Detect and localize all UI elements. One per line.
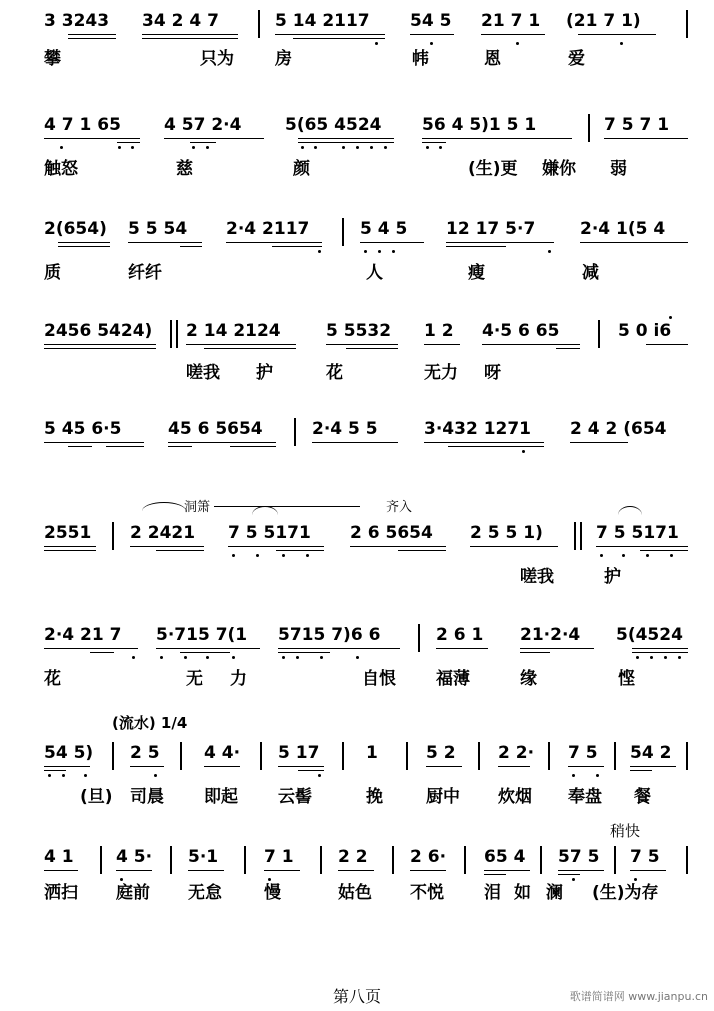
watermark: 歌谱简谱网 www.jianpu.cn <box>569 990 708 1003</box>
octave-dot <box>154 774 157 777</box>
beam <box>44 138 140 139</box>
lyric: 炊烟 <box>498 787 532 807</box>
cue-annotation: 齐入 <box>386 500 413 515</box>
beam <box>520 648 594 649</box>
beam <box>630 766 676 767</box>
octave-dot <box>636 656 639 659</box>
notation-group: 7 5 5171 <box>596 523 679 543</box>
notation-group: 2 6· <box>410 847 447 867</box>
beam <box>228 546 324 547</box>
notation-group: 5 5 54 <box>128 219 188 239</box>
beam <box>44 344 156 345</box>
lyric: 减 <box>582 263 599 283</box>
beam <box>68 38 116 39</box>
notation-group: 5(65 4524 <box>285 115 382 135</box>
lyric: 恩 <box>484 49 501 69</box>
octave-dot <box>670 554 673 557</box>
barline <box>686 846 688 874</box>
octave-dot <box>192 146 195 149</box>
beam <box>360 242 424 243</box>
octave-dot <box>596 774 599 777</box>
beam <box>426 766 462 767</box>
beam <box>90 652 114 653</box>
notation-group: 5 2 <box>426 743 456 763</box>
beam <box>278 766 324 767</box>
lyric: (生)为存 <box>592 883 659 903</box>
barline <box>294 418 296 446</box>
lyric: 慈 <box>176 159 193 179</box>
octave-dot <box>306 554 309 557</box>
beam <box>204 766 240 767</box>
notation-group: 2 2421 <box>130 523 196 543</box>
beam <box>44 870 78 871</box>
notation-group: 2·4 1(5 4 <box>580 219 666 239</box>
notation-group: 5(4524 <box>616 625 683 645</box>
beam <box>44 770 66 771</box>
beam <box>68 446 92 447</box>
beam <box>272 246 322 247</box>
octave-dot <box>522 450 525 453</box>
beam <box>106 446 144 447</box>
lyric: 攀 <box>44 49 61 69</box>
lyric: 纤纤 <box>128 263 162 283</box>
beam <box>58 242 110 243</box>
beam <box>164 138 264 139</box>
lyric: 姑色 <box>338 883 372 903</box>
barline <box>342 218 344 246</box>
notation-group: 57 5 <box>558 847 600 867</box>
beam <box>338 870 374 871</box>
barline <box>478 742 480 770</box>
octave-dot <box>232 554 235 557</box>
octave-dot <box>370 146 373 149</box>
octave-dot <box>60 146 63 149</box>
beam <box>226 242 322 243</box>
beam <box>278 648 400 649</box>
beam <box>558 874 580 875</box>
beam <box>180 652 230 653</box>
beam <box>298 770 324 771</box>
lyric: 挽 <box>366 787 383 807</box>
barline <box>342 742 344 770</box>
beam <box>264 870 300 871</box>
notation-group: 5 45 6·5 <box>44 419 122 439</box>
octave-dot <box>669 316 672 319</box>
lyric: (生)更 <box>468 159 518 179</box>
tempo-marking: 稍快 <box>610 822 641 840</box>
beam <box>44 766 90 767</box>
notation-group: 4·5 6 65 <box>482 321 560 341</box>
notation-group: 4 4· <box>204 743 241 763</box>
lyric: 只为 <box>200 49 234 69</box>
lyric: 嗟我 <box>520 567 554 587</box>
octave-dot <box>384 146 387 149</box>
lyric: 云髻 <box>278 787 312 807</box>
lyric: 触怒 <box>44 159 78 179</box>
beam <box>293 38 385 39</box>
lyric: 无 <box>186 669 203 689</box>
notation-group: 65 4 <box>484 847 526 867</box>
octave-dot <box>426 146 429 149</box>
page-number: 第八页 <box>332 987 381 1006</box>
barline <box>540 846 542 874</box>
slur <box>252 506 278 515</box>
beam <box>484 874 506 875</box>
octave-dot <box>516 42 519 45</box>
notation-group: 4 5· <box>116 847 153 867</box>
lyric: 无力 <box>424 363 458 383</box>
beam <box>640 550 688 551</box>
beam <box>410 870 446 871</box>
barline <box>464 846 466 874</box>
beam <box>446 242 554 243</box>
beam <box>326 344 398 345</box>
octave-dot <box>48 774 51 777</box>
octave-dot <box>375 42 378 45</box>
lyric: 悭 <box>618 669 635 689</box>
beam <box>424 344 460 345</box>
beam <box>578 34 656 35</box>
notation-group: 5 0 i6 <box>618 321 672 341</box>
beam <box>142 38 238 39</box>
lyric: 花 <box>44 669 61 689</box>
notation-group: 34 2 4 7 <box>142 11 219 31</box>
instrument-annotation: 洞箫 <box>184 500 211 515</box>
notation-group: 4 7 1 65 <box>44 115 121 135</box>
beam <box>190 142 216 143</box>
beam <box>580 242 688 243</box>
notation-group: 1 2 <box>424 321 454 341</box>
octave-dot <box>548 250 551 253</box>
beam <box>558 870 604 871</box>
beam <box>630 770 652 771</box>
octave-dot <box>84 774 87 777</box>
octave-dot <box>131 146 134 149</box>
beam <box>520 652 550 653</box>
barline <box>614 846 616 874</box>
octave-dot <box>318 250 321 253</box>
beam <box>44 546 96 547</box>
lyric: 帏 <box>412 49 429 69</box>
octave-dot <box>314 146 317 149</box>
beam <box>482 344 580 345</box>
lyric: 如 <box>514 883 531 903</box>
barline <box>112 742 114 770</box>
barline <box>244 846 246 874</box>
beam <box>568 766 604 767</box>
barline <box>180 742 182 770</box>
beam <box>230 446 276 447</box>
notation-group: 7 5 7 1 <box>604 115 670 135</box>
beam <box>632 648 688 649</box>
lyric: 奉盘 <box>568 787 602 807</box>
octave-dot <box>268 878 271 881</box>
beam <box>278 652 330 653</box>
octave-dot <box>678 656 681 659</box>
barline <box>392 846 394 874</box>
notation-group: 12 17 5·7 <box>446 219 536 239</box>
barline <box>100 846 102 874</box>
lyric: 护 <box>604 567 621 587</box>
beam <box>44 442 144 443</box>
lyric: 即起 <box>204 787 238 807</box>
beam <box>276 550 324 551</box>
notation-group: 2 5 5 1) <box>470 523 543 543</box>
octave-dot <box>342 146 345 149</box>
octave-dot <box>132 656 135 659</box>
barline <box>588 114 590 142</box>
lyric: 弱 <box>610 159 627 179</box>
lyric: 缘 <box>520 669 537 689</box>
beam <box>570 442 628 443</box>
octave-dot <box>364 250 367 253</box>
octave-dot <box>392 250 395 253</box>
beam <box>484 870 530 871</box>
lyric: 瘦 <box>468 263 485 283</box>
beam <box>556 348 580 349</box>
beam <box>448 446 544 447</box>
beam <box>646 344 688 345</box>
notation-group: 2 2· <box>498 743 535 763</box>
notation-group: 2 6 1 <box>436 625 484 645</box>
notation-group: 7 1 <box>264 847 294 867</box>
lyric: 泪 <box>484 883 501 903</box>
notation-group: 4 57 2·4 <box>164 115 242 135</box>
instrument-line <box>214 506 360 507</box>
beam <box>446 246 506 247</box>
notation-group: 2 14 2124 <box>186 321 281 341</box>
beam <box>58 246 110 247</box>
beam <box>604 138 688 139</box>
beam <box>410 34 454 35</box>
notation-group: 3 3243 <box>44 11 110 31</box>
barline <box>170 846 172 874</box>
octave-dot <box>622 554 625 557</box>
notation-group: 5 17 <box>278 743 320 763</box>
notation-group: 2·4 2117 <box>226 219 310 239</box>
lyric: 厨中 <box>426 787 460 807</box>
octave-dot <box>664 656 667 659</box>
barline <box>686 10 688 38</box>
octave-dot <box>572 774 575 777</box>
beam <box>142 34 238 35</box>
beam <box>44 648 138 649</box>
notation-group: 2 4 2 (654 <box>570 419 667 439</box>
beam <box>422 142 446 143</box>
beam <box>350 546 446 547</box>
lyric: 洒扫 <box>44 883 78 903</box>
lyric: 嗟我 <box>186 363 220 383</box>
beam <box>116 870 152 871</box>
octave-dot <box>318 774 321 777</box>
lyric: 庭前 <box>116 883 150 903</box>
beam <box>117 142 140 143</box>
barline <box>406 742 408 770</box>
notation-group: 5 14 2117 <box>275 11 370 31</box>
beam <box>424 442 544 443</box>
beam <box>130 766 164 767</box>
lyric: 护 <box>256 363 273 383</box>
beam <box>156 550 204 551</box>
octave-dot <box>646 554 649 557</box>
lyric: (旦) <box>80 787 113 807</box>
slur <box>618 506 642 515</box>
octave-dot <box>206 146 209 149</box>
beam <box>68 34 116 35</box>
beam <box>275 34 385 35</box>
beam <box>44 550 96 551</box>
octave-dot <box>378 250 381 253</box>
barline <box>258 10 260 38</box>
barline <box>260 742 262 770</box>
notation-group: 2(654) <box>44 219 107 239</box>
lyric: 房 <box>275 49 292 69</box>
lyric: 力 <box>230 669 247 689</box>
octave-dot <box>160 656 163 659</box>
beam <box>168 446 192 447</box>
notation-group: 1 <box>366 743 378 763</box>
notation-group: 21 7 1 <box>481 11 541 31</box>
barline <box>418 624 420 652</box>
beam <box>186 344 296 345</box>
notation-group: 2·4 21 7 <box>44 625 122 645</box>
tempo-marking: (流水) 1/4 <box>112 714 188 732</box>
double-barline <box>574 522 582 550</box>
notation-group: 56 4 5)1 5 1 <box>422 115 537 135</box>
notation-group: 5·1 <box>188 847 219 867</box>
notation-group: 7 5 5171 <box>228 523 311 543</box>
double-barline <box>170 320 178 348</box>
octave-dot <box>256 554 259 557</box>
beam <box>436 648 488 649</box>
lyric: 质 <box>44 263 61 283</box>
octave-dot <box>634 878 637 881</box>
beam <box>130 546 204 547</box>
beam <box>498 766 530 767</box>
notation-group: 5·715 7(1 <box>156 625 248 645</box>
lyric: 嫌你 <box>542 159 576 179</box>
notation-group: 3·432 1271 <box>424 419 532 439</box>
notation-group: 2456 5424) <box>44 321 153 341</box>
lyric: 花 <box>326 363 343 383</box>
octave-dot <box>282 554 285 557</box>
octave-dot <box>650 656 653 659</box>
notation-group: 54 5 <box>410 11 452 31</box>
notation-group: 4 1 <box>44 847 74 867</box>
octave-dot <box>439 146 442 149</box>
beam <box>346 348 398 349</box>
beam <box>470 546 558 547</box>
octave-dot <box>118 146 121 149</box>
beam <box>422 138 572 139</box>
octave-dot <box>620 42 623 45</box>
barline <box>112 522 114 550</box>
beam <box>312 442 398 443</box>
octave-dot <box>430 42 433 45</box>
beam <box>481 34 545 35</box>
beam <box>596 546 688 547</box>
octave-dot <box>62 774 65 777</box>
octave-dot <box>184 656 187 659</box>
beam <box>298 138 394 139</box>
beam <box>44 348 156 349</box>
beam <box>630 870 666 871</box>
beam <box>204 348 296 349</box>
octave-dot <box>600 554 603 557</box>
notation-group: 2 2 <box>338 847 368 867</box>
octave-dot <box>206 656 209 659</box>
lyric: 慢 <box>264 883 281 903</box>
lyric: 呀 <box>484 363 501 383</box>
notation-group: 2551 <box>44 523 92 543</box>
notation-group: 21·2·4 <box>520 625 581 645</box>
notation-group: 2·4 5 5 <box>312 419 378 439</box>
lyric: 人 <box>366 263 383 283</box>
octave-dot <box>356 146 359 149</box>
notation-group: 54 5) <box>44 743 94 763</box>
lyric: 不悦 <box>410 883 444 903</box>
beam <box>168 442 276 443</box>
octave-dot <box>120 878 123 881</box>
notation-group: 5715 7)6 6 <box>278 625 381 645</box>
lyric: 自恨 <box>362 669 396 689</box>
notation-group: 2 5 <box>130 743 160 763</box>
beam <box>632 652 688 653</box>
notation-group: 5 4 5 <box>360 219 408 239</box>
lyric: 无怠 <box>188 883 222 903</box>
lyric: 餐 <box>634 787 651 807</box>
octave-dot <box>232 656 235 659</box>
octave-dot <box>301 146 304 149</box>
slur-bracket <box>142 502 186 511</box>
barline <box>320 846 322 874</box>
notation-group: 5 5532 <box>326 321 392 341</box>
beam <box>128 242 202 243</box>
lyric: 司晨 <box>130 787 164 807</box>
beam <box>180 246 202 247</box>
barline <box>686 742 688 770</box>
lyric: 福薄 <box>436 669 470 689</box>
octave-dot <box>572 878 575 881</box>
notation-group: (21 7 1) <box>566 11 641 31</box>
octave-dot <box>320 656 323 659</box>
barline <box>614 742 616 770</box>
beam <box>156 648 260 649</box>
barline <box>548 742 550 770</box>
notation-group: 7 5 <box>568 743 598 763</box>
lyric: 爱 <box>568 49 585 69</box>
beam <box>398 550 446 551</box>
octave-dot <box>356 656 359 659</box>
beam <box>298 142 394 143</box>
lyric: 澜 <box>546 883 563 903</box>
beam <box>188 870 224 871</box>
octave-dot <box>296 656 299 659</box>
notation-group: 2 6 5654 <box>350 523 433 543</box>
notation-group: 45 6 5654 <box>168 419 263 439</box>
notation-group: 7 5 <box>630 847 660 867</box>
barline <box>598 320 600 348</box>
octave-dot <box>282 656 285 659</box>
lyric: 颜 <box>293 159 310 179</box>
notation-group: 54 2 <box>630 743 672 763</box>
